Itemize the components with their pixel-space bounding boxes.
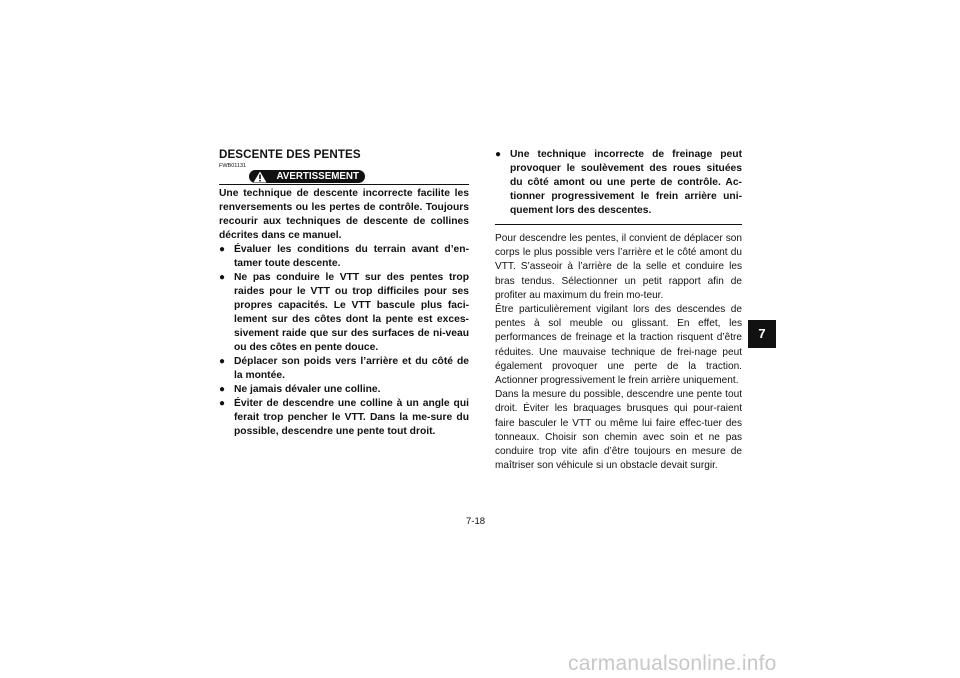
warning-header <box>219 170 469 185</box>
warning-bullet: ● Ne pas conduire le VTT sur des pentes trop raides pour le VTT ou trop difficiles pour ses propres capacités. Le VTT bascule plus faci-lement sur des côtes dont la pente est exces-sivement raide que sur des surfaces de ni-veau ou des côtes en pente douce. <box>219 272 469 353</box>
bullet-dot-icon: ● <box>219 398 226 409</box>
body-paragraph: Être particulièrement vigilant lors des descendes de pentes à sol meuble ou glissant. En effet, les performances de freinage et la traction risquent d’être réduites. Une mauvaise technique de frei-nage peut également provoquer une perte de la traction. Actionner progressivement le frein arrière uniquement. <box>495 304 742 387</box>
watermark: carmanualsonline.info <box>568 652 777 675</box>
page-number: 7-18 <box>466 516 486 527</box>
bullet-dot-icon: ● <box>219 244 226 255</box>
warning-text: Une technique de descente incorrecte facilite les renversements ou les pertes de contrôle. Toujours recourir aux techniques de descente de collines décrites dans ce manuel. <box>219 188 469 241</box>
warning-bullet: ● Une technique incorrecte de freinage peut provoquer le soulèvement des roues situées du côté amont ou une perte de contrôle. Ac-tionner progressivement le frein arrière uni-quement lors des descentes. <box>495 149 742 216</box>
section-title: DESCENTE DES PENTES <box>219 148 361 161</box>
body-paragraph: Pour descendre les pentes, il convient de déplacer son corps le plus possible vers l’arrière et le côté amont du VTT. S’asseoir à l’arrière de la selle et conduire les bras tendus. Sélectionner un petit rapport afin de profiter au maximum du frein mo-teur. <box>495 233 742 301</box>
left-column <box>219 148 469 439</box>
warning-bullet: ● Évaluer les conditions du terrain avant d’en-tamer toute descente. <box>219 244 469 269</box>
bullet-dot-icon: ● <box>495 149 502 160</box>
chapter-tab: 7 <box>748 320 776 348</box>
bullet-dot-icon: ● <box>219 356 226 367</box>
reference-code: FWB01131 <box>219 163 247 169</box>
warning-label: AVERTISSEMENT <box>276 171 359 182</box>
right-column <box>495 148 742 473</box>
bullet-dot-icon: ● <box>219 272 226 283</box>
warning-bullet: ● Ne jamais dévaler une colline. <box>219 384 381 395</box>
warning-bullet: ● Éviter de descendre une colline à un angle qui ferait trop pencher le VTT. Dans la me-sure du possible, descendre une pente tout droit. <box>219 398 469 437</box>
warning-triangle-icon <box>253 171 267 183</box>
bullet-dot-icon: ● <box>219 384 226 395</box>
warning-bullet: ● Déplacer son poids vers l’arrière et du côté de la montée. <box>219 356 469 381</box>
body-paragraph: Dans la mesure du possible, descendre une pente tout droit. Éviter les braquages brusques qui pour-raient faire basculer le VTT ou même lui faire effec-tuer des tonneaux. Choisir son chemin avec soin et ne pas conduire trop vite afin d’être toujours en mesure de maîtriser son véhicule si un obstacle devait surgir. <box>495 389 742 472</box>
